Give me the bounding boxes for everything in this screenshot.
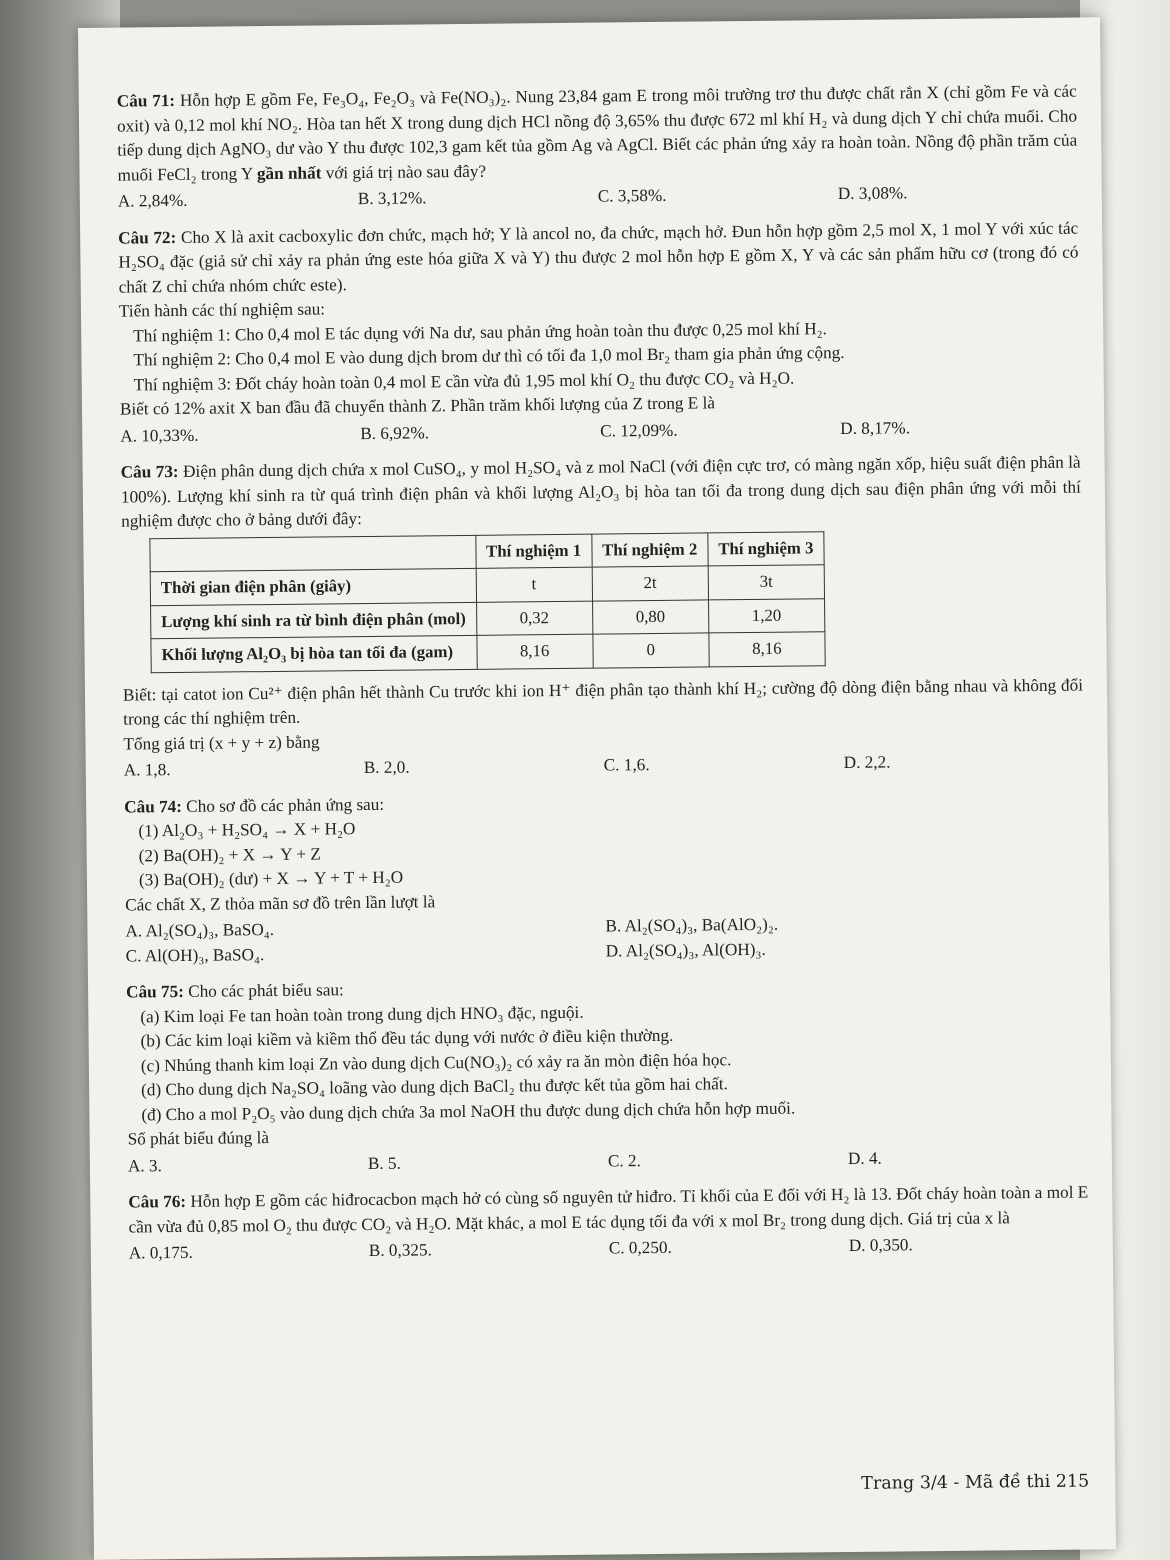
table-cell: 8,16 xyxy=(709,632,825,667)
question-74 xyxy=(124,785,1086,969)
option-a[interactable]: A. 2,84%. xyxy=(117,190,188,211)
table-cell: 0 xyxy=(593,633,709,668)
option-b[interactable]: B. 5. xyxy=(367,1153,401,1173)
question-73 xyxy=(121,451,1084,784)
table-cell: 0,80 xyxy=(592,599,708,634)
option-b[interactable]: B. 0,325. xyxy=(368,1240,432,1261)
table-header: Thí nghiệm 2 xyxy=(592,532,708,567)
question-note: Biết: tại catot ion Cu²⁺ điện phân hết thành Cu trước khi ion H⁺ điện phân tạo thành khí H₂; cường độ dòng điện bằng nhau và không đổi trong các thí nghiệm trên. xyxy=(122,675,1084,729)
question-label: Câu 76: xyxy=(128,1191,187,1212)
option-a[interactable]: A. 3. xyxy=(127,1155,162,1176)
question-ask: Tổng giá trị (x + y + z) bằng xyxy=(123,732,320,754)
question-75 xyxy=(126,970,1088,1178)
question-72 xyxy=(118,216,1080,449)
experiment-line: Thí nghiệm 1: Cho 0,4 mol E tác dụng với Na dư, sau phản ứng hoàn toàn thu được 0,25 mol khí H₂. xyxy=(133,318,827,345)
table-cell: 8,16 xyxy=(476,634,592,669)
experiment-line: Thí nghiệm 3: Đốt cháy hoàn toàn 0,4 mol E cần vừa đủ 1,95 mol khí O₂ thu được CO₂ và H₂O. xyxy=(133,368,795,394)
option-c[interactable]: C. Al(OH)₃, BaSO₄. xyxy=(125,944,265,966)
table-header: Thí nghiệm 1 xyxy=(475,534,591,569)
option-a[interactable]: A. 0,175. xyxy=(128,1242,193,1263)
option-b[interactable]: B. 3,12%. xyxy=(357,188,427,209)
page-content xyxy=(117,80,1089,1278)
option-b[interactable]: B. Al₂(SO₄)₃, Ba(AlO₂)₂. xyxy=(605,914,779,936)
question-stem: Hỗn hợp E gồm Fe, Fe₃O₄, Fe₂O₃ và Fe(NO₃)₂. Nung 23,84 gam E trong môi trường trơ thu được chất rắn X (chỉ gồm Fe và các oxit) và 0,12 mol khí NO₂. Hòa tan hết X trong dung dịch HCl nồng độ 3,65% thu được 672 ml khí H₂ và dung dịch Y chỉ chứa muối. Cho tiếp dung dịch AgNO₃ dư vào Y thu được 102,3 gam kết tủa gồm Ag và AgCl. Biết các phản ứng xảy ra hoàn toàn. Nồng độ phần trăm của muối FeCl₂ trong Y xyxy=(116,81,1078,185)
option-d[interactable]: D. 2,2. xyxy=(843,752,891,773)
table-cell: 0,32 xyxy=(476,601,592,636)
question-label: Câu 72: xyxy=(118,227,177,248)
option-b[interactable]: B. 2,0. xyxy=(363,757,410,778)
question-label: Câu 75: xyxy=(125,981,184,1002)
reaction-line: (1) Al₂O₃ + H₂SO₄ → X + H₂O xyxy=(138,819,356,841)
question-ask: Số phát biểu đúng là xyxy=(127,1128,270,1149)
question-label: Câu 71: xyxy=(116,90,176,111)
reaction-line: (2) Ba(OH)₂ + X → Y + Z xyxy=(138,844,321,865)
question-label: Câu 73: xyxy=(120,461,179,482)
option-c[interactable]: C. 3,58%. xyxy=(597,185,667,206)
option-d[interactable]: D. Al₂(SO₄)₃, Al(OH)₃. xyxy=(605,939,766,961)
statement-line: (a) Kim loại Fe tan hoàn toàn trong dung dịch HNO₃ đặc, nguội. xyxy=(140,1002,584,1026)
reaction-line: (3) Ba(OH)₂ (dư) + X → Y + T + H₂O xyxy=(138,867,404,890)
electrolysis-table xyxy=(149,531,825,673)
table-cell: Lượng khí sinh ra từ bình điện phân (mol) xyxy=(151,602,477,639)
question-71 xyxy=(117,80,1078,215)
option-c[interactable]: C. 2. xyxy=(607,1150,641,1171)
question-stem: Cho sơ đồ các phản ứng sau: xyxy=(186,794,385,816)
question-stem-end: với giá trị nào sau đây? xyxy=(325,161,487,182)
question-stem: Cho X là axit cacboxylic đơn chức, mạch hở; Y là ancol no, đa chức, mạch hở. Đun hỗn hợp gồm 2,5 mol X, 1 mol Y với xúc tác H₂SO₄ đặc (giả sử chỉ xảy ra phản ứng este hóa giữa X và Y) thu được 2 mol hỗn hợp E gồm X, Y và các sản phẩm hữu cơ (trong đó có chất Z chỉ chứa nhóm chức este). xyxy=(118,218,1079,297)
table-row xyxy=(151,632,825,673)
option-a[interactable]: A. 10,33%. xyxy=(120,425,199,446)
question-label: Câu 74: xyxy=(124,796,183,817)
question-stem: Điện phân dung dịch chứa x mol CuSO₄, y mol H₂SO₄ và z mol NaCl (với điện cực trơ, có màng ngăn xốp, hiệu suất điện phân là 100%). Lượng khí sinh ra từ quá trình điện phân và khối lượng Al₂O₃ bị hòa tan tối đa trong dung dịch sau điện phân ứng với mỗi thí nghiệm được cho ở bảng dưới đây: xyxy=(120,452,1081,531)
statement-line: (đ) Cho a mol P₂O₅ vào dung dịch chứa 3a mol NaOH thu được dung dịch chứa hỗn hợp muối. xyxy=(141,1098,796,1124)
table-header: Thí nghiệm 3 xyxy=(708,531,824,566)
option-c[interactable]: C. 0,250. xyxy=(608,1237,672,1258)
page-footer: Trang 3/4 - Mã đề thi 215 xyxy=(861,1471,1090,1494)
answer-options xyxy=(125,910,1085,969)
table-cell: Thời gian điện phân (giây) xyxy=(150,568,476,605)
question-ask: Các chất X, Z thỏa mãn sơ đồ trên lần lượt là xyxy=(125,891,436,915)
option-d[interactable]: D. 3,08%. xyxy=(837,183,908,204)
option-c[interactable]: C. 12,09%. xyxy=(600,420,678,441)
table-cell: t xyxy=(476,567,592,602)
option-a[interactable]: A. Al₂(SO₄)₃, BaSO₄. xyxy=(125,919,275,941)
experiment-line: Thí nghiệm 2: Cho 0,4 mol E vào dung dịch brom dư thì có tối đa 1,0 mol Br₂ tham gia phản ứng cộng. xyxy=(133,342,845,370)
option-d[interactable]: D. 4. xyxy=(847,1148,882,1168)
statement-line: (c) Nhúng thanh kim loại Zn vào dung dịch Cu(NO₃)₂ có xảy ra ăn mòn điện hóa học. xyxy=(140,1049,732,1075)
option-a[interactable]: A. 1,8. xyxy=(123,760,171,780)
table-cell: Khối lượng Al₂O₃ bị hòa tan tối đa (gam) xyxy=(151,635,477,672)
option-c[interactable]: C. 1,6. xyxy=(603,755,650,775)
statement-line: (b) Các kim loại kiềm và kiềm thổ đều tác dụng với nước ở điều kiện thường. xyxy=(140,1025,674,1051)
question-ask: Biết có 12% axit X ban đầu đã chuyển thành Z. Phần trăm khối lượng của Z trong E là xyxy=(119,393,716,419)
question-76 xyxy=(128,1180,1089,1266)
table-header xyxy=(150,535,476,572)
experiment-line: Tiến hành các thí nghiệm sau: xyxy=(118,299,326,321)
exam-page xyxy=(78,17,1116,1560)
table-cell: 3t xyxy=(708,565,824,600)
option-d[interactable]: D. 8,17%. xyxy=(840,417,911,438)
question-stem: Hỗn hợp E gồm các hiđrocacbon mạch hở có cùng số nguyên tử hiđro. Tỉ khối của E đối với H₂ là 13. Đốt cháy hoàn toàn a mol E cần vừa đủ 0,85 mol O₂ thu được CO₂ và H₂O. Mặt khác, a mol E tác dụng tối đa với x mol Br₂ trong dung dịch. Giá trị của x là xyxy=(128,1182,1089,1237)
option-b[interactable]: B. 6,92%. xyxy=(360,422,430,443)
question-stem: Cho các phát biểu sau: xyxy=(188,980,344,1001)
table-cell: 1,20 xyxy=(708,598,824,633)
question-emphasis: gần nhất xyxy=(256,162,322,183)
table-cell: 2t xyxy=(592,566,708,601)
option-d[interactable]: D. 0,350. xyxy=(848,1235,913,1255)
statement-line: (d) Cho dung dịch Na₂SO₄ loãng vào dung dịch BaCl₂ thu được kết tủa gồm hai chất. xyxy=(141,1074,728,1100)
